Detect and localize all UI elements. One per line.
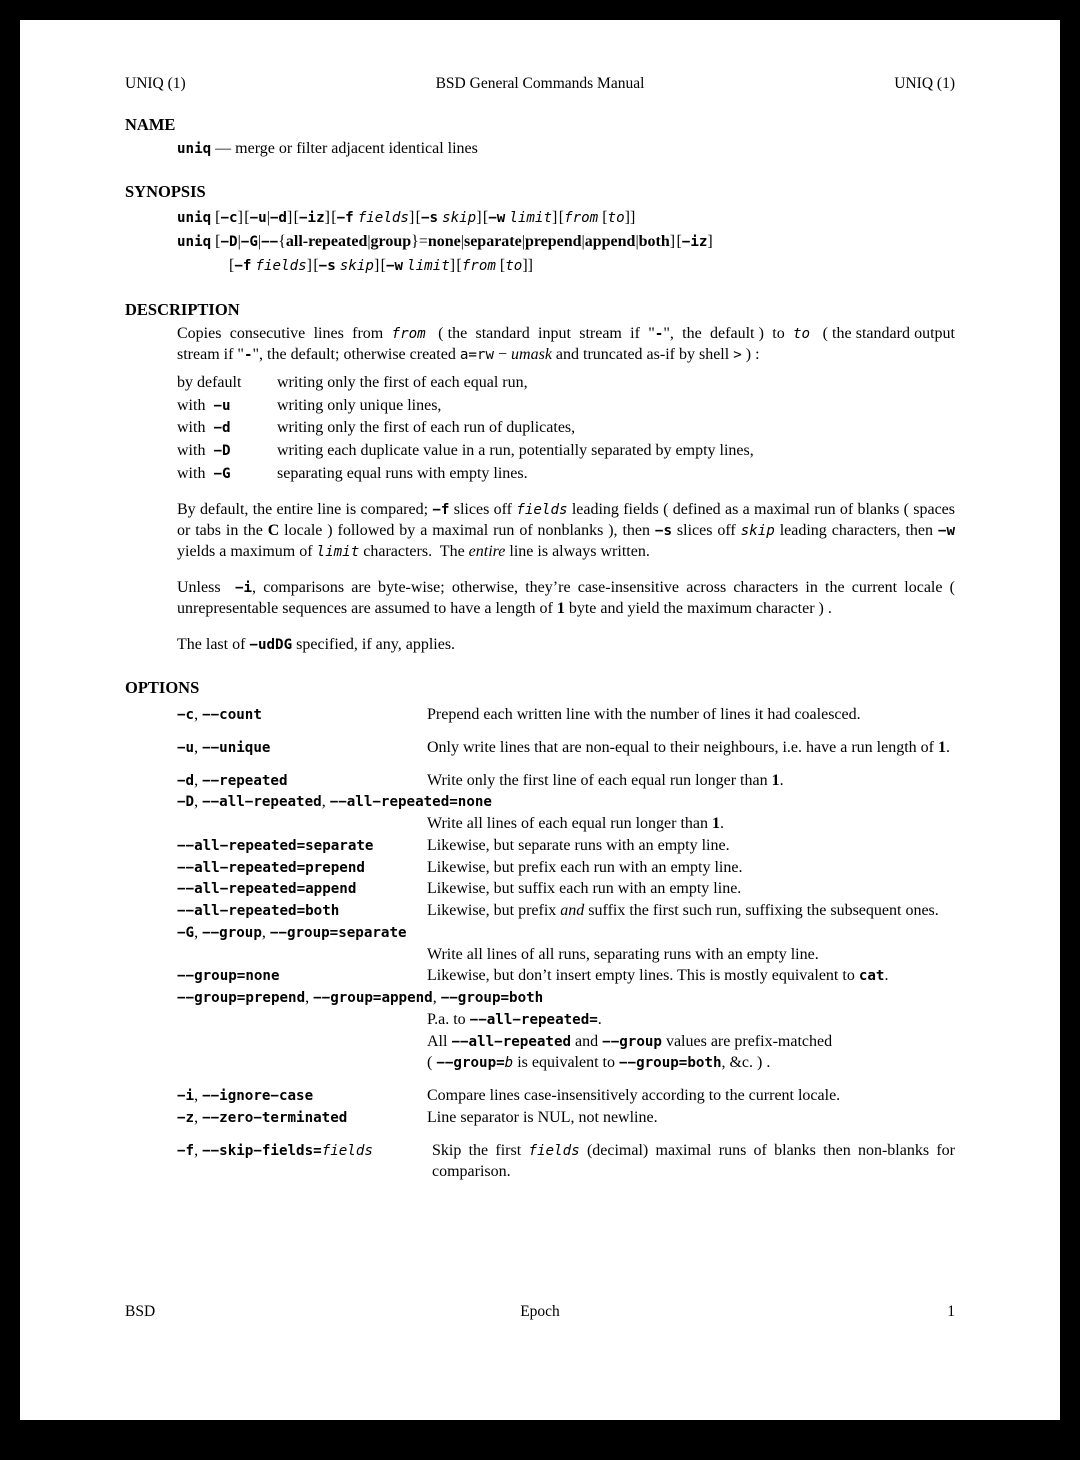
option-row (177, 737, 955, 759)
mode-key-3: with −D (177, 442, 231, 460)
description-paragraph-4: The last of −udDG specified, if any, applies. (177, 636, 456, 654)
option-row (177, 900, 955, 922)
option-row (177, 770, 955, 792)
option-description: Prepend each written line with the number of lines it had coalesced. (427, 706, 861, 724)
synopsis-cmd-2: uniq (177, 233, 212, 250)
running-footer (125, 1303, 955, 1321)
section-heading-synopsis: SYNOPSIS (125, 181, 206, 201)
option-term: −−all−repeated=append (177, 881, 357, 898)
option-row (177, 1085, 955, 1107)
synopsis-line-3 (229, 254, 955, 278)
option-row (177, 857, 955, 879)
option-description: Line separator is NUL, not newline. (427, 1108, 658, 1126)
mode-key-2: with −d (177, 419, 231, 437)
option-term: −D, −−all−repeated, −−all−repeated=none (177, 793, 492, 811)
option-spacer (177, 759, 955, 770)
description-paragraph-3: Unless −i, comparisons are byte-wise; otherwise, they’re case-insensitive across characters in the current locale ( unrepresentable sequences are assumed to have a length of 1 byte and yield the maximum character ) . (177, 579, 955, 618)
section-heading-description: DESCRIPTION (125, 299, 240, 319)
option-row (177, 965, 955, 987)
synopsis-line-2 (177, 230, 955, 254)
option-description: Write only the first line of each equal run longer than 1. (427, 771, 784, 789)
mode-key-1: with −u (177, 396, 231, 414)
option-description: Likewise, but don’t insert empty lines. This is mostly equivalent to cat. (427, 967, 889, 985)
option-term: −d, −−repeated (177, 771, 288, 789)
mode-val-3: writing each duplicate value in a run, potentially separated by empty lines, (277, 442, 754, 460)
list-item (177, 395, 955, 418)
name-body (177, 139, 955, 160)
synopsis-args-3: [−f fields] [−s skip] [−w limit] [from [to]] (229, 256, 533, 274)
section-heading-name: NAME (125, 115, 176, 134)
footer-center: Epoch (520, 1303, 560, 1320)
option-term: −c, −−count (177, 706, 262, 724)
option-description: Likewise, but suffix each run with an empty line. (427, 880, 742, 898)
list-item (177, 417, 955, 440)
option-row (177, 878, 955, 900)
option-row (177, 704, 955, 726)
description-body (177, 324, 955, 656)
option-term: −−all−repeated=prepend (177, 859, 365, 876)
synopsis-cmd-1: uniq (177, 209, 212, 226)
list-item (177, 440, 955, 463)
option-row (177, 835, 955, 857)
option-row (177, 1107, 955, 1129)
name-line (177, 139, 955, 160)
option-term: −−all−repeated=both (177, 903, 340, 920)
option-description: Compare lines case-insensitively according to the current locale. (427, 1087, 841, 1105)
option-description: P.a. to −−all−repeated=. All −−all−repeated and −−group values are prefix-matched ( −−group=b is equivalent to −−group=both, &c. ) . (427, 1010, 833, 1072)
option-description: Likewise, but prefix and suffix the first such run, suffixing the subsequent ones. (427, 902, 939, 920)
mode-key-0: by default (177, 373, 242, 391)
option-term: −f, −−skip−fields=fields (177, 1141, 373, 1159)
name-command: uniq (177, 141, 212, 157)
option-spacer (177, 1129, 955, 1140)
option-term: −−group=none (177, 968, 280, 985)
description-paragraph-1: Copies consecutive lines from from ( the standard input stream if "-", the default ) to to ( the standard output stream if "-", the default; otherwise created a=rw − umask and truncated as-if by shell > ) : (177, 324, 956, 363)
option-term: −i, −−ignore−case (177, 1087, 314, 1105)
option-term: −−all−repeated=separate (177, 837, 374, 854)
description-mode-list (177, 372, 955, 486)
mode-val-0: writing only the first of each equal run, (277, 373, 528, 391)
option-row (177, 1140, 955, 1184)
option-term: −z, −−zero−terminated (177, 1108, 348, 1126)
running-header (125, 75, 955, 93)
option-term: −G, −−group, −−group=separate (177, 923, 407, 941)
synopsis-body (177, 206, 955, 278)
option-description: Write all lines of all runs, separating runs with an empty line. (427, 945, 819, 963)
option-description: Likewise, but prefix each run with an empty line. (427, 858, 743, 876)
options-list (177, 704, 955, 1183)
option-description: Likewise, but separate runs with an empty line. (427, 836, 730, 854)
synopsis-args-1: [−c] [−u|−d] [−iz] [−f fields] [−s skip] [−w limit] [from [to]] (215, 208, 636, 226)
page-content (125, 75, 955, 1183)
section-heading-options: OPTIONS (125, 678, 200, 698)
option-spacer (177, 726, 955, 737)
list-item (177, 372, 955, 395)
description-paragraph-2: By default, the entire line is compared; −f slices off fields leading fields ( defined as a maximal run of blanks ( spaces or tabs in the C locale ) followed by a maximal run of nonblanks ), then −s slices off skip leading characters, then −w yields a maximum of limit characters. The entire line is always written. (177, 501, 956, 561)
header-right: UNIQ (1) (894, 75, 955, 92)
option-spacer (177, 1074, 955, 1085)
synopsis-line-1 (177, 206, 955, 230)
name-dash: — (215, 140, 232, 157)
header-left: UNIQ (1) (125, 75, 186, 92)
footer-left: BSD (125, 1303, 156, 1320)
manual-page (20, 20, 1060, 1420)
footer-right: 1 (947, 1303, 955, 1320)
header-center: BSD General Commands Manual (435, 75, 645, 92)
option-description: Only write lines that are non-equal to their neighbours, i.e. have a run length of 1. (427, 738, 950, 756)
list-item (177, 463, 955, 486)
mode-val-1: writing only unique lines, (277, 396, 442, 414)
mode-val-2: writing only the first of each run of duplicates, (277, 419, 576, 437)
name-text: merge or filter adjacent identical lines (235, 140, 478, 157)
mode-key-4: with −G (177, 464, 231, 482)
option-description: Skip the first fields (decimal) maximal runs of blanks then non-blanks for comparison. (432, 1141, 955, 1181)
mode-val-4: separating equal runs with empty lines. (277, 464, 528, 482)
option-description: Write all lines of each equal run longer than 1. (427, 815, 725, 833)
option-term: −−group=prepend, −−group=append, −−group=both (177, 989, 544, 1007)
synopsis-args-2: [−D|−G|−−{all-repeated|group}=none|separate|prepend|append|both] [−iz] (215, 232, 713, 250)
option-term: −u, −−unique (177, 738, 271, 756)
